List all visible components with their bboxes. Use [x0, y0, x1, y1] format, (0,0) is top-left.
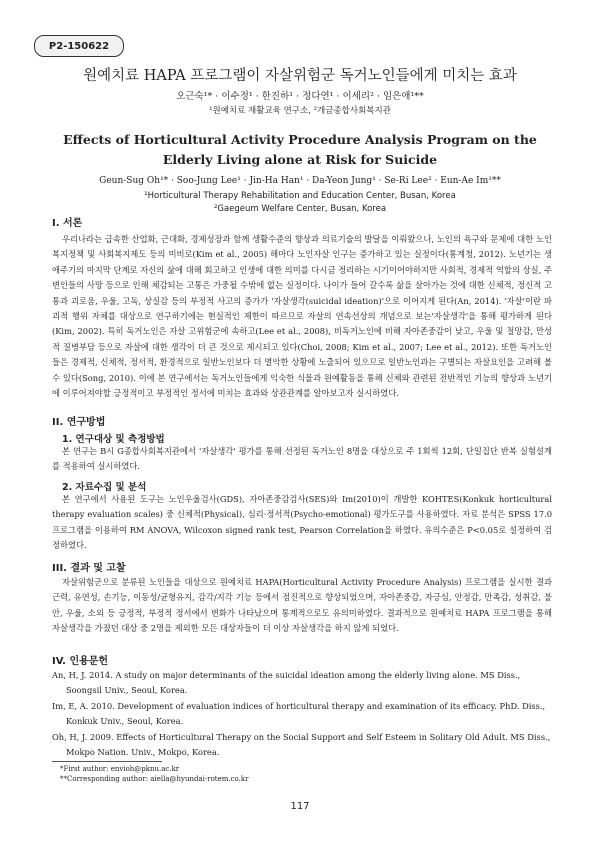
methods-data-paragraph: 본 연구에서 사용된 도구는 노인우울검사(GDS), 자아존중감검사(SES)와 Im(2010)이 개발한 KOHTES(Konkuk horticultural therapy evaluation scales) 중 신체적(Physical), 심리·정서적(Psycho-emotional) 평가도구를 사용하였다. 자료 분석은 SPSS 17.0 프로그램을 이용하여 RM ANOVA, Wilcoxon signed rank test, Pearson Correlation을 하였다. 유의수준은 P<0.05로 설정하여 검정하였다. [52, 494, 552, 551]
footnote-first-author: *First author: envioh@pknu.ac.kr [60, 765, 180, 773]
reference-item: Oh, H, J. 2009. Effects of Horticultural Therapy on the Social Support and Self Esteem in Solitary Old Adult. MS Diss., Mokpo Nation. Univ., Mokpo, Korea. [52, 732, 551, 758]
poster-id-badge: P2-150622 [34, 35, 124, 57]
subsection-subjects-heading: 1. 연구대상 및 측정방법 [62, 434, 165, 445]
page-number: 117 [290, 801, 310, 812]
reference-item: An, H, J. 2014. A study on major determinants of the suicidal ideation among the elderly living alone. MS Diss., Soongsil Univ., Seoul, Korea. [52, 670, 521, 696]
korean-title: 원예치료 HAPA 프로그램이 자살위험군 독거노인들에게 미치는 효과 [83, 68, 517, 84]
footnote-divider [52, 761, 162, 762]
methods-subjects-paragraph: 본 연구는 B시 G종합사회복지관에서 '자살생각' 평가를 통해 선정된 독거노인 8명을 대상으로 주 1회씩 12회, 단일집단 반복 실험설계를 적용하여 실시하였다. [52, 446, 552, 472]
section-results-heading: III. 결과 및 고찰 [52, 563, 126, 574]
footnote-corresponding-author: **Corresponding author: aiella@hyundai-rotem.co.kr [60, 775, 249, 783]
subsection-data-heading: 2. 자료수집 및 분석 [62, 482, 147, 493]
section-references-heading: IV. 인용문헌 [52, 656, 109, 667]
section-methods-heading: II. 연구방법 [52, 417, 106, 428]
results-paragraph: 자살위험군으로 분류된 노인들을 대상으로 원예치료 HAPA(Horticultural Activity Procedure Analysis) 프로그램을 실시한 결과 근력, 유연성, 손기능, 이동성/균형유지, 감각/지각 기능 등에서 점진적으로 향상되었으며, 자아존중감, 자긍심, 안정감, 만족감, 성취감, 불안, 우울, 소외 등 긍정적, 부정적 정서에서 변화가 나타났으며 통계적으로도 유의미하였다. 결과적으로 원예치료 HAPA 프로그램을 통해 자살생각을 가졌던 대상 중 2명을 제외한 모든 대상자들이 더 이상 자살생각을 하지 않게 되었다. [52, 577, 552, 634]
english-authors: Geun-Sug Oh¹* · Soo-Jung Lee¹ · Jin-Ha Han¹ · Da-Yeon Jung¹ · Se-Ri Lee² · Eun-Ae Im¹** [99, 176, 501, 186]
reference-item: Im, E, A. 2010. Development of evaluation indices of horticultural therapy and examination of its efficacy. PhD. Diss., Konkuk Univ., Seoul, Korea. [52, 701, 546, 727]
section-introduction-heading: I. 서론 [52, 218, 83, 229]
english-affiliations [0, 190, 600, 216]
introduction-paragraph: 우리나라는 급속한 산업화, 근대화, 경제성장과 함께 생활수준의 향상과 의료기술의 발달을 이뤄왔으나, 노인의 욕구와 문제에 대한 노인복지정책 및 사회복지제도 등의 미비로(Kim et al., 2005) 해마다 노인자살 인구는 증가하고 있는 실정이다(통계청, 2012). 노년기는 생애주기의 마지막 단계로 자신의 삶에 대해 회고하고 인생에 대한 의미를 다시금 정리하는 시기이어야하지만 사회적, 경제적 역할의 상실, 주변인들의 사망 등으로 인해 체감되는 고통은 가중될 수밖에 없는 실정이다. 나이가 들어 갈수록 삶을 살아가는 것에 대한 신체적, 정신적 고통과 괴로움, 우울, 고독, 상실감 등의 부정적 사고의 증가가 '자살생각(suicidal ideation)'으로 이어지게 된다(An, 2014). '자살'이란 파괴적 행위 자체를 대상으로 연구하기에는 현실적인 제한이 따르므로 자살의 연속선상의 개념으로 보는'자살생각'을 통해 평가하게 된다(Kim, 2002). 특히 독거노인은 자살 고위험군에 속하고(Lee et al., 2008), 비독거노인에 비해 자아존중감이 낮고, 우울 및 절망감, 만성적 질병부담 등으로 자살에 대한 생각이 더 큰 것으로 제시되고 있다(Choi, 2008; Kim et al., 2007; Lee et al., 2012). 또한 독거노인들은 경제적, 신체적, 정서적, 환경적으로 일반노인보다 더 열악한 상황에 노출되어 있으므로 일반노인과는 구별되는 자살요인을 고려해 볼 수 있다(Song, 2010). 이에 본 연구에서는 독거노인들에게 익숙한 식물과 원예활동을 통해 신체와 관련된 전반적인 기능의 향상과 노년기에 이루어져야할 긍정적이고 부정적인 정서에 미치는 효과와 상관관계를 알아보고자 실시하였다. [52, 234, 552, 399]
korean-affiliations: ¹원예치료 재활교육 연구소, ²개금종합사회복지관 [209, 106, 391, 116]
affiliation-2: ²Gaegeum Welfare Center, Busan, Korea [213, 204, 387, 214]
english-title: Effects of Horticultural Activity Procedure Analysis Program on the Elderly Living alone at Risk for Suicide [63, 132, 537, 167]
affiliation-1: ¹Horticultural Therapy Rehabilitation and Education Center, Busan, Korea [144, 191, 456, 201]
korean-authors: 오근숙¹* · 이수정¹ · 한진하¹ · 정다연¹ · 이세리² · 임은애¹** [176, 91, 424, 102]
